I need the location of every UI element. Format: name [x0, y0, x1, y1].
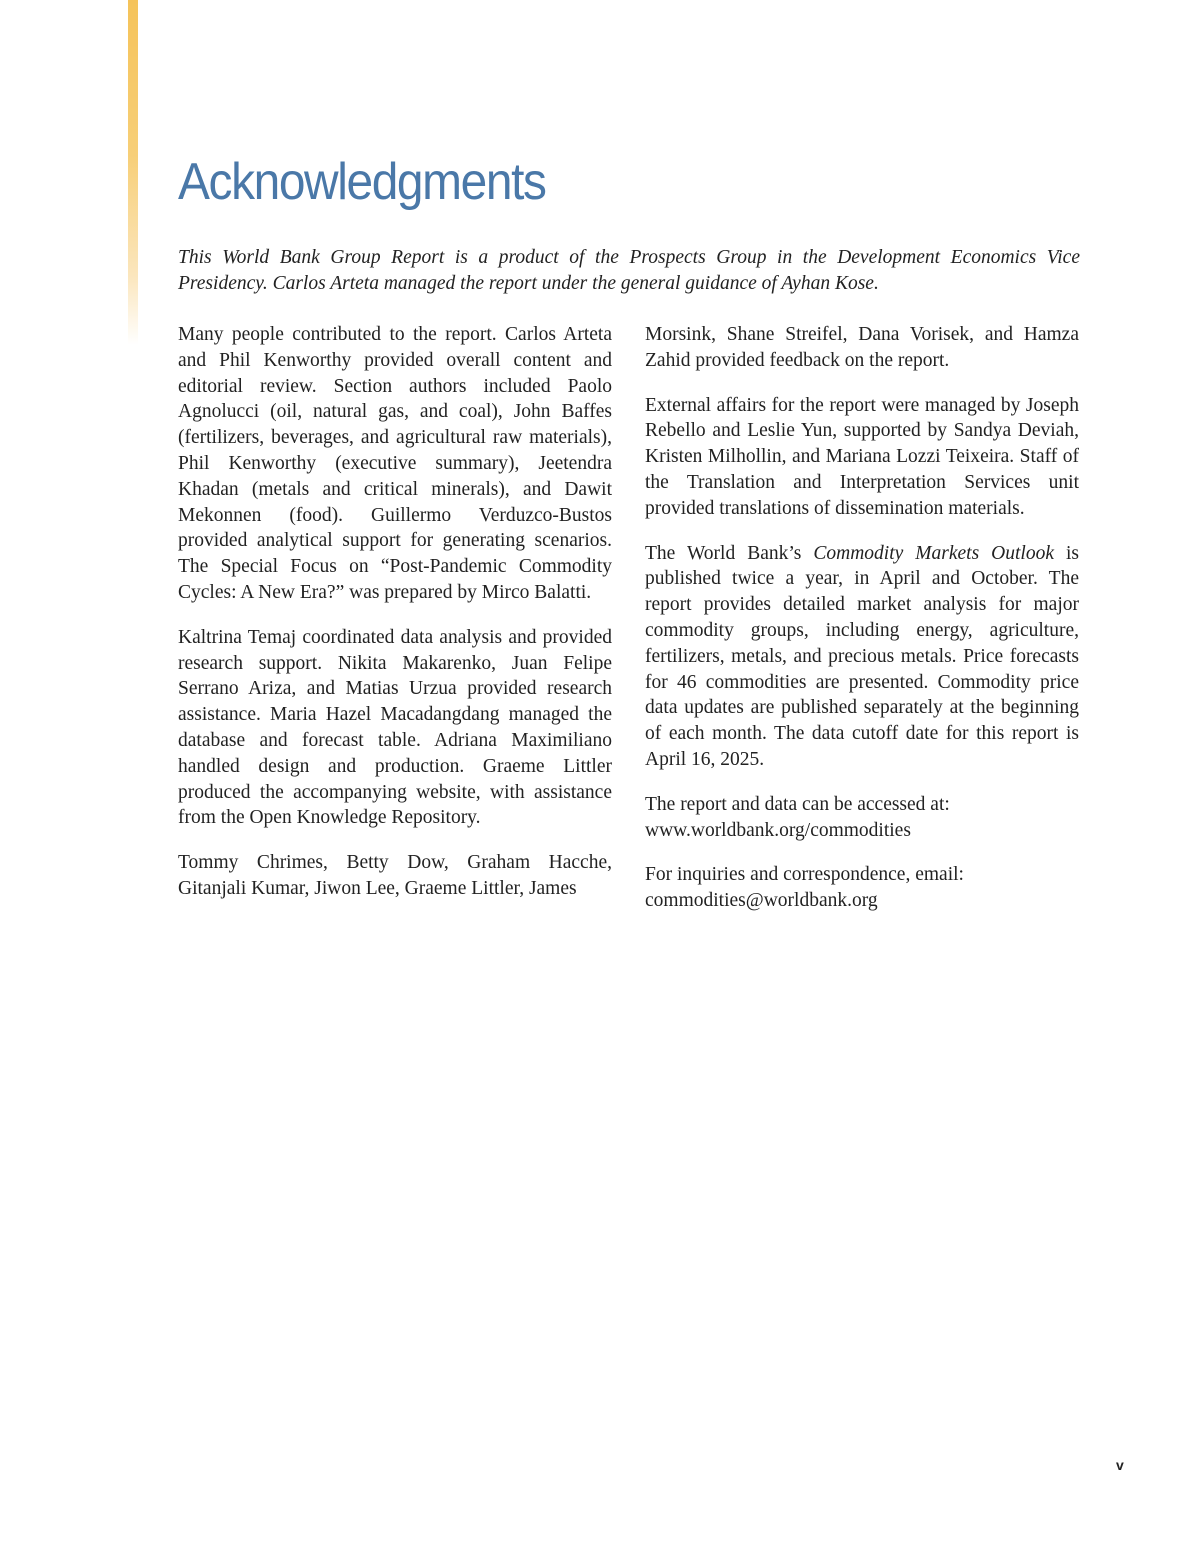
- feedback-paragraph-start: Tommy Chrimes, Betty Dow, Graham Hacche, Gitanjali Kumar, Jiwon Lee, Graeme Littler, James: [178, 852, 612, 899]
- right-column: [645, 322, 1079, 933]
- publication-paragraph: [645, 541, 1079, 773]
- access-paragraph: [645, 792, 1079, 844]
- report-title: Commodity Markets Outlook: [813, 542, 1054, 564]
- left-column: [178, 322, 612, 921]
- publication-prefix: The World Bank’s: [645, 542, 814, 564]
- inquiry-email-link[interactable]: commodities@worldbank.org: [645, 890, 878, 912]
- inquiry-paragraph: [645, 862, 1079, 914]
- page-title: Acknowledgments: [178, 153, 546, 211]
- access-url-link[interactable]: www.worldbank.org/commodities: [645, 819, 911, 841]
- publication-suffix: is published twice a year, in April and October. The report provides detailed market analysis for major commodity groups, including energy, agriculture, fertilizers, metals, and precious metals. Price forecasts for 46 commodities are presented. Commodity price data updates are published separately at the beginning of each month. The data cutoff date for this report is April 16, 2025.: [645, 542, 1079, 770]
- research-support-paragraph: Kaltrina Temaj coordinated data analysis and provided research support. Nikita Makarenko, Juan Felipe Serrano Ariza, and Matias Urzua provided research assistance. Maria Hazel Macadangdang managed the database and forecast table. Adriana Maximiliano handled design and production. Graeme Littler produced the accompanying website, with assistance from the Open Knowledge Repository.: [178, 626, 612, 829]
- contributors-paragraph: Many people contributed to the report. Carlos Arteta and Phil Kenworthy provided overall content and editorial review. Section authors included Paolo Agnolucci (oil, natural gas, and coal), John Baffes (fertilizers, beverages, and agricultural raw materials), Phil Kenworthy (executive summary), Jeetendra Khadan (metals and critical minerals), and Dawit Mekonnen (food). Guillermo Verduzco-Bustos provided analytical support for generating scenarios. The Special Focus on “Post-Pandemic Commodity Cycles: A New Era?” was prepared by Mirco Balatti.: [178, 324, 612, 603]
- page-number: v: [1116, 1457, 1124, 1473]
- accent-bar: [128, 0, 138, 345]
- feedback-paragraph-end: Morsink, Shane Streifel, Dana Vorisek, and Hamza Zahid provided feedback on the report.: [645, 324, 1079, 371]
- access-label: The report and data can be accessed at:: [645, 793, 950, 815]
- external-affairs-paragraph: External affairs for the report were managed by Joseph Rebello and Leslie Yun, supported by Sandya Deviah, Kristen Milhollin, and Mariana Lozzi Teixeira. Staff of the Translation and Interpretation Services unit provided translations of dissemination materials.: [645, 394, 1079, 519]
- intro-paragraph: This World Bank Group Report is a product of the Prospects Group in the Development Economics Vice Presidency. Carlos Arteta managed the report under the general guidance of Ayhan Kose.: [178, 247, 1080, 294]
- inquiry-label: For inquiries and correspondence, email:: [645, 864, 964, 886]
